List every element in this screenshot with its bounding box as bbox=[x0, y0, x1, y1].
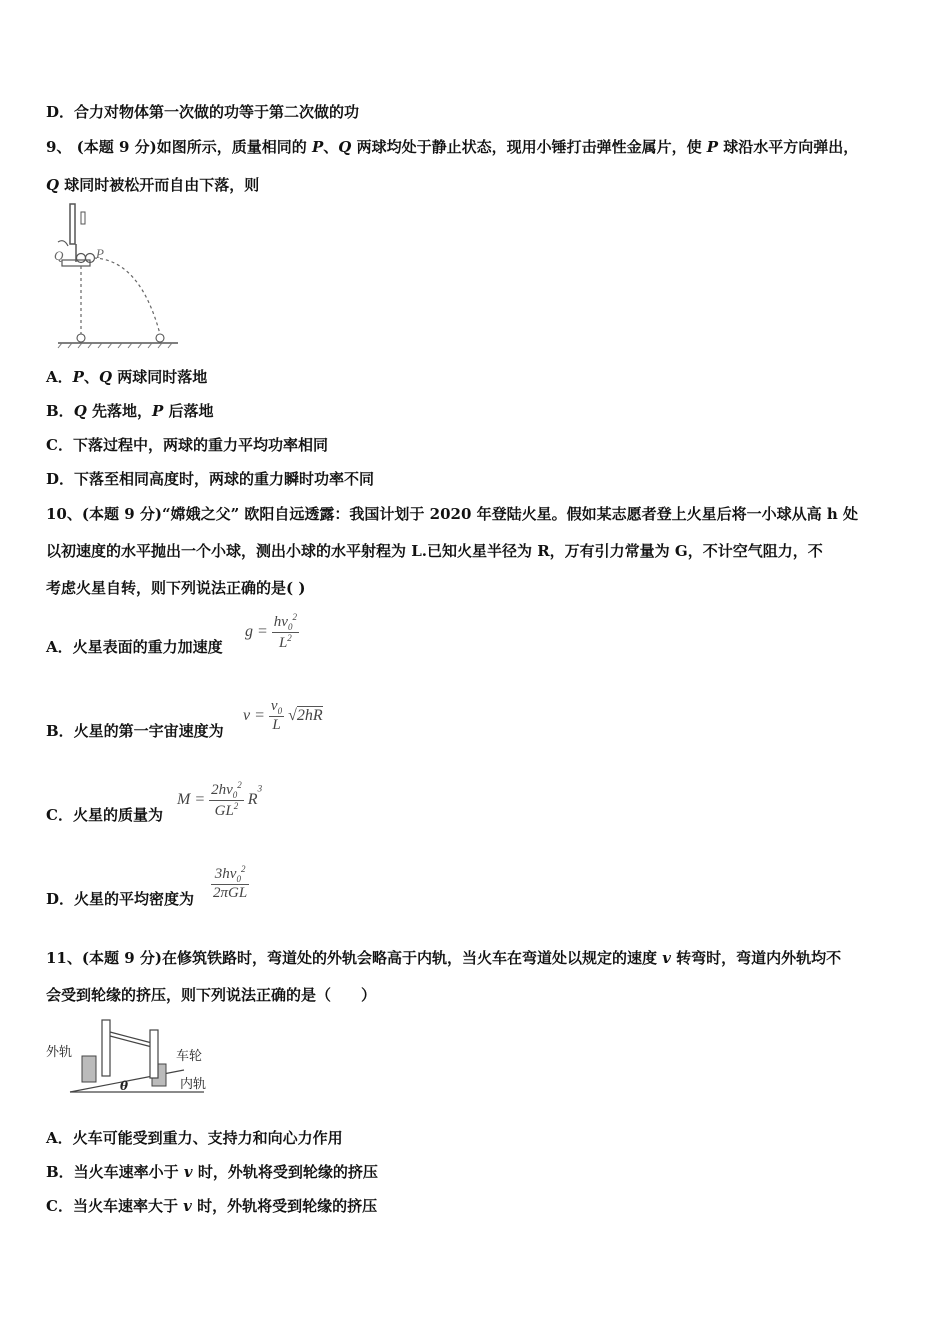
q10-option-d: D．火星的平均密度为 bbox=[46, 890, 195, 908]
q11-figure-label-theta: θ bbox=[120, 1079, 129, 1093]
q9-figure-hammer-apparatus bbox=[50, 200, 185, 350]
q10-formula-d: $\frac{3hv_0^2}{\text{2πGL}}$ bbox=[213, 864, 248, 901]
q9-option-b: B．Q 先落地，P 后落地 bbox=[46, 402, 214, 420]
q8-option-d: D．合力对物体第一次做的功等于第二次做的功 bbox=[46, 103, 360, 121]
q9-stem-line2: Q 球同时被松开而自由下落，则 bbox=[46, 176, 260, 194]
q9-option-d: D．下落至相同高度时，两球的重力瞬时功率不同 bbox=[46, 470, 375, 488]
q10-option-c: C．火星的质量为 bbox=[46, 806, 163, 824]
q10-stem-line1: 10、(本题 9 分)“嫦娥之父” 欧阳自远透露：我国计划于 2020 年登陆火星。假如某志愿者登上火星后将一小球从高 h 处 bbox=[46, 505, 858, 523]
q10-option-b: B．火星的第一宇宙速度为 bbox=[46, 722, 224, 740]
q11-figure-label-inner-rail: 内轨 bbox=[180, 1077, 207, 1092]
q11-option-a: A．火车可能受到重力、支持力和向心力作用 bbox=[46, 1129, 343, 1147]
q9-option-a: A．P、Q 两球同时落地 bbox=[46, 368, 208, 386]
q10-formula-a: g = $\frac{hv_0^2}{L^2}$ bbox=[245, 612, 297, 651]
q10-stem-line2: 以初速度的水平抛出一个小球，测出小球的水平射程为 L.已知火星半径为 R，万有引力常量为 G，不计空气阻力，不 bbox=[46, 542, 823, 560]
q9-figure-label-p: P bbox=[96, 246, 104, 261]
q11-stem-line2: 会受到轮缘的挤压，则下列说法正确的是（ ） bbox=[46, 986, 377, 1004]
q11-option-b: B．当火车速率小于 v 时，外轨将受到轮缘的挤压 bbox=[46, 1163, 378, 1181]
q11-figure-railway-curve bbox=[44, 1016, 214, 1096]
q11-figure-label-outer-rail: 外轨 bbox=[46, 1045, 73, 1060]
q10-option-a: A．火星表面的重力加速度 bbox=[46, 638, 223, 656]
q9-figure-label-q: Q bbox=[54, 248, 64, 263]
q11-figure-label-wheel: 车轮 bbox=[176, 1049, 203, 1064]
q10-formula-c: M = $\frac{2hv_0^2}{GL^2}$ $R^3$ bbox=[177, 780, 263, 819]
q10-formula-b: v = $\frac{v_0}{L}$ √2hR bbox=[243, 698, 323, 733]
q11-option-c: C．当火车速率大于 v 时，外轨将受到轮缘的挤压 bbox=[46, 1197, 378, 1215]
q10-stem-line3: 考虑火星自转，则下列说法正确的是( ) bbox=[46, 579, 306, 597]
q11-stem-line1: 11、(本题 9 分)在修筑铁路时，弯道处的外轨会略高于内轨，当火车在弯道处以规定的速度 v 转弯时，弯道内外轨均不 bbox=[46, 949, 842, 967]
q9-stem-line1: 9、 (本题 9 分)如图所示，质量相同的 P、Q 两球均处于静止状态，现用小锤打击弹性金属片，使 P 球沿水平方向弹出， bbox=[46, 138, 859, 156]
q9-option-c: C．下落过程中，两球的重力平均功率相同 bbox=[46, 436, 328, 454]
